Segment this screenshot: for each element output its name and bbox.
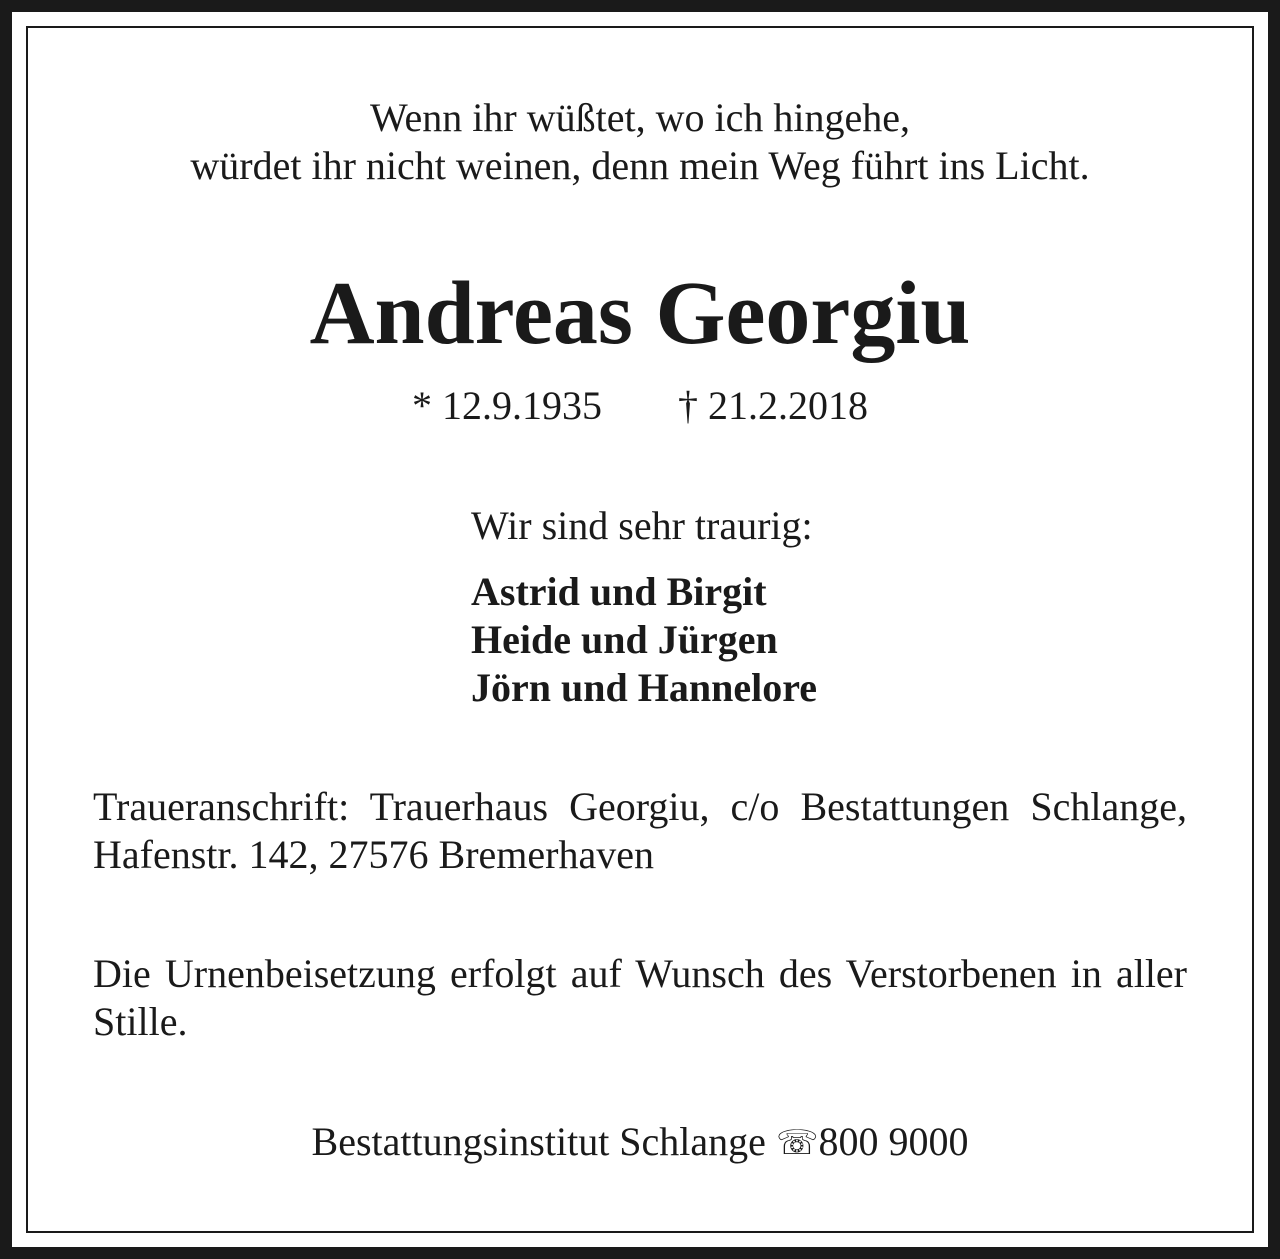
motto-line-2: würdet ihr nicht weinen, denn mein Weg führt ins Licht. [190, 143, 1090, 188]
motto-verse [0, 94, 1280, 190]
birth-date: * 12.9.1935 [412, 383, 602, 428]
phone-icon: ☏ [775, 1123, 819, 1163]
mourners-list [471, 568, 817, 712]
mourner-name: Heide und Jürgen [471, 617, 778, 662]
life-dates [0, 382, 1280, 430]
mourner-name: Astrid und Birgit [471, 569, 767, 614]
funeral-home-footer [0, 1118, 1280, 1167]
phone-number: 800 9000 [818, 1119, 969, 1164]
mourning-address: Traueranschrift: Trauerhaus Georgiu, c/o Bestattungen Schlange, Hafenstr. 142, 27576 Bremerhaven [93, 784, 1187, 877]
mourner-name: Jörn und Hannelore [471, 665, 817, 710]
motto-line-1: Wenn ihr wüßtet, wo ich hingehe, [370, 95, 910, 140]
mourners-intro: Wir sind sehr traurig: [471, 503, 813, 548]
funeral-home-name: Bestattungsinstitut Schlange [311, 1119, 766, 1164]
deceased-name: Andreas Georgiu [309, 264, 971, 363]
death-date: † 21.2.2018 [678, 383, 868, 428]
burial-notice: Die Urnenbeisetzung erfolgt auf Wunsch des Verstorbenen in aller Stille. [93, 951, 1187, 1044]
